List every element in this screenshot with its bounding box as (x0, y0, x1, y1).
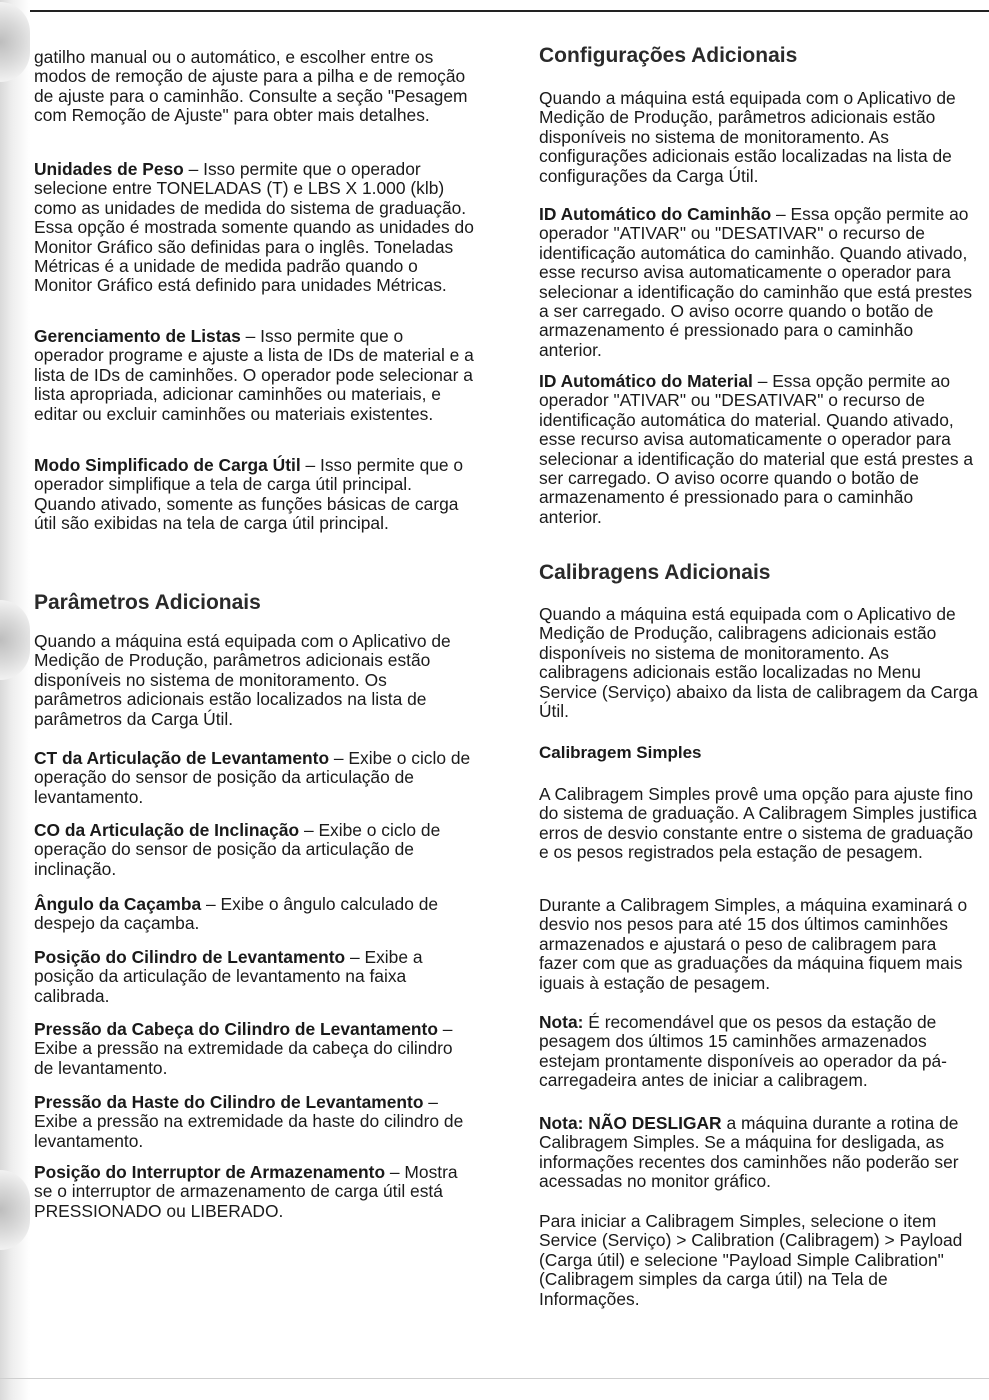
definition-item (34, 1163, 474, 1221)
definition-text: – Essa opção permite ao operador "ATIVAR" ou "DESATIVAR" o recurso de identificação automática do material. Quando ativado, esse recurso avisa automaticamente o operador para selecionar a identificação do material que está prestes a ser carregado. O aviso ocorre quando o botão de armazenamento é pressionado para o caminhão anterior. (539, 371, 974, 527)
definition-text: – Exibe o ciclo de operação do sensor de posição da articulação de inclinação. (34, 820, 441, 879)
definition-text: – Isso permite que o operador programe e ajuste a lista de IDs de material e a lista de IDs de caminhões. O operador pode selecionar a lista apropriada, adicionar caminhões ou materiais, e editar ou excluir caminhões ou materiais existentes. (34, 326, 474, 424)
definition-term: Posição do Interruptor de Armazenamento (34, 1162, 386, 1182)
body-paragraph: A Calibragem Simples provê uma opção para ajuste fino do sistema de graduação. A Calibragem Simples justifica erros de desvio constante entre o sistema de graduação e os pesos registrados pela estação de pesagem. (539, 784, 977, 863)
definition-text: – Mostra se o interruptor de armazenamento de carga útil está PRESSIONADO ou LIBERADO. (34, 1162, 458, 1221)
definition-text: – Exibe o ciclo de operação do sensor de posição da articulação de levantamento. (34, 748, 471, 807)
definition-term: Modo Simplificado de Carga Útil (34, 455, 301, 475)
definition-term: ID Automático do Material (539, 371, 753, 391)
definition-item (34, 749, 474, 807)
note-label: Nota: NÃO DESLIGAR (539, 1113, 722, 1133)
body-paragraph: Para iniciar a Calibragem Simples, selecione o item Service (Serviço) > Calibration (Calibragem) > Payload (Carga útil) e selecione "Payload Simple Calibration" (Calibragem simples da carga útil) na Tela de Informações. (539, 1211, 963, 1309)
definition-item (34, 948, 474, 1006)
definition-term: Posição do Cilindro de Levantamento (34, 947, 346, 967)
definition-item (34, 327, 474, 424)
definition-term: Pressão da Haste do Cilindro de Levantamento (34, 1092, 424, 1112)
section-intro: Quando a máquina está equipada com o Aplicativo de Medição de Produção, parâmetros adicionais estão disponíveis no sistema de monitoramento. Os parâmetros adicionais estão localizados na lista de parâmetros da Carga Útil. (34, 631, 451, 729)
definition-item (539, 205, 979, 360)
header-rule (30, 10, 989, 12)
definition-item (34, 1020, 474, 1078)
definition-text: – Essa opção permite ao operador "ATIVAR" ou "DESATIVAR" o recurso de identificação automática do caminhão. Quando ativado, esse recurso avisa automaticamente o operador para selecionar a identificação do caminhão que está prestes a ser carregado. O aviso ocorre quando o botão de armazenamento é pressionado para o caminhão anterior. (539, 204, 973, 360)
definition-item (34, 821, 474, 879)
note-paragraph (539, 1114, 979, 1192)
section-intro: Quando a máquina está equipada com o Aplicativo de Medição de Produção, calibragens adicionais estão disponíveis no sistema de monitoramento. As calibragens adicionais estão localizadas no Menu Service (Serviço) abaixo da lista de calibragem da Carga Útil. (539, 604, 978, 722)
definition-item (34, 160, 474, 296)
body-paragraph: Durante a Calibragem Simples, a máquina examinará o desvio nos pesos para até 15 dos últimos caminhões armazenados e ajustará o peso de calibragem para fazer com que as graduações da máquina fiquem mais iguais à estação de pesagem. (539, 895, 968, 993)
definition-item (34, 456, 474, 534)
definition-text: – Isso permite que o operador simplifique a tela de carga útil principal. Quando ativado, somente as funções básicas de carga útil são exibidas na tela de carga útil principal. (34, 455, 464, 534)
note-paragraph (539, 1013, 979, 1091)
subsection-heading: Calibragem Simples (539, 743, 702, 762)
definition-text: – Isso permite que o operador selecione entre TONELADAS (T) e LBS X 1.000 (klb) como as unidades de medida do sistema de graduação. Essa opção é mostrada somente quando as unidades do Monitor Gráfico são definidas para o inglês. Toneladas Métricas é a unidade de medida padrão quando o Monitor Gráfico está definido para unidades Métricas. (34, 159, 474, 296)
section-heading: Configurações Adicionais (539, 44, 798, 67)
note-text: a máquina durante a rotina de Calibragem Simples. Se a máquina for desligada, as informações recentes dos caminhões não poderão ser acessadas no monitor gráfico. (539, 1113, 959, 1192)
definition-item (539, 372, 979, 527)
definition-text: – Exibe a pressão na extremidade da cabeça do cilindro de levantamento. (34, 1019, 453, 1078)
definition-term: Unidades de Peso (34, 159, 184, 179)
definition-term: CO da Articulação de Inclinação (34, 820, 300, 840)
section-heading: Calibragens Adicionais (539, 561, 771, 584)
definition-term: Gerenciamento de Listas (34, 326, 241, 346)
definition-item (34, 1093, 474, 1151)
section-heading: Parâmetros Adicionais (34, 591, 261, 614)
definition-text: – Exibe o ângulo calculado de despejo da caçamba. (34, 894, 439, 934)
note-text: É recomendável que os pesos da estação de pesagem dos últimos 15 caminhões armazenados estejam prontamente disponíveis ao operador da pá-carregadeira antes de iniciar a calibragem. (539, 1012, 947, 1091)
definition-term: ID Automático do Caminhão (539, 204, 772, 224)
footer-rule (0, 1378, 989, 1379)
definition-term: Pressão da Cabeça do Cilindro de Levantamento (34, 1019, 438, 1039)
note-label: Nota: (539, 1012, 584, 1032)
definition-text: – Exibe a pressão na extremidade da haste do cilindro de levantamento. (34, 1092, 464, 1151)
definition-item (34, 895, 474, 934)
definition-term: Ângulo da Caçamba (34, 894, 202, 914)
intro-paragraph: gatilho manual ou o automático, e escolher entre os modos de remoção de ajuste para a pilha e de remoção de ajuste para o caminhão. Consulte a seção "Pesagem com Remoção de Ajuste" para obter mais detalhes. (34, 47, 468, 126)
section-intro: Quando a máquina está equipada com o Aplicativo de Medição de Produção, parâmetros adicionais estão disponíveis no sistema de monitoramento. As configurações adicionais estão localizadas na lista de configurações da Carga Útil. (539, 88, 956, 186)
definition-text: – Exibe a posição da articulação de levantamento na faixa calibrada. (34, 947, 423, 1006)
definition-term: CT da Articulação de Levantamento (34, 748, 330, 768)
